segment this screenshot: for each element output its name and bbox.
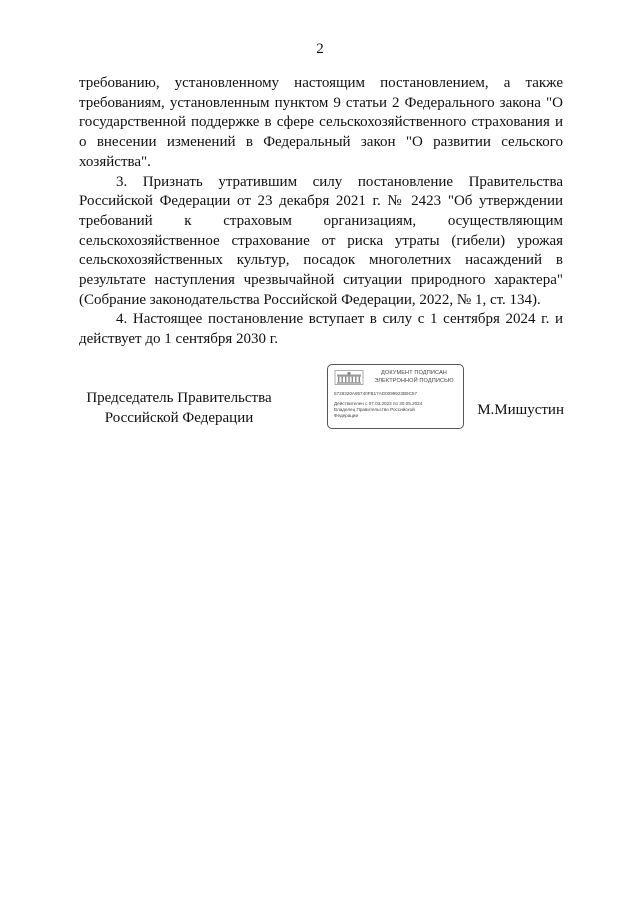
paragraph-line: 3. Признать утратившим силу постановление Правительства (116, 173, 563, 190)
document-body (79, 74, 563, 350)
paragraph-line: "О государственной поддержке в сфере сельскохозяйственного страхования (79, 94, 564, 131)
signer-name: М.Мишустин (477, 402, 564, 418)
paragraph-line: и о внесении изменений в Федеральный закон "О развитии сельского (79, 114, 563, 151)
paragraph (79, 74, 563, 173)
stamp-owner-line-1: Владелец Правительство Российской (334, 407, 415, 412)
stamp-title-line-2: ЭЛЕКТРОННОЙ ПОДПИСЬЮ (374, 377, 454, 384)
stamp-certificate-number: 5728320A95740FB17AD0099923B9C57 (334, 391, 418, 396)
stamp-title (366, 370, 462, 385)
paragraph-line: сельскохозяйственных культур, посадок многолетних насаждений (79, 252, 543, 269)
paragraph-line: в результате наступления чрезвычайной ситуации природного характера" (79, 252, 563, 289)
government-building-icon (334, 370, 364, 385)
signer-title-line-2: Российской Федерации (104, 409, 254, 426)
stamp-title-line-1: ДОКУМЕНТ ПОДПИСАН (381, 370, 447, 376)
stamp-validity: Действителен с 07.03.2023 по 30.05.2024 (334, 401, 423, 406)
electronic-signature-stamp (327, 364, 464, 429)
page-number: 2 (316, 41, 324, 57)
paragraph-line: Российской Федерации от 23 декабря 2021 г. № 2423 "Об утверждении (79, 193, 563, 210)
signer-title-line-1: Председатель Правительства (86, 390, 272, 406)
paragraph-line: требований к страховым организациям, осуществляющим (79, 212, 563, 229)
paragraph (79, 173, 563, 311)
paragraph-line: требованию, установленному настоящим постановлением, а также (79, 75, 563, 91)
paragraph-line: требованиям, установленным пунктом 9 статьи 2 Федерального закона (79, 94, 541, 111)
paragraph-line: хозяйства". (79, 153, 151, 170)
paragraph-line: сельскохозяйственное страхование от риска утраты (гибели) урожая (79, 232, 563, 249)
signer-title (79, 389, 279, 428)
paragraph-line: и действует до 1 сентября 2030 г. (79, 311, 563, 348)
paragraph-line: (Собрание законодательства Российской Федерации, 2022, № 1, ст. 134). (79, 291, 541, 308)
paragraph (79, 310, 563, 349)
paragraph-line: 4. Настоящее постановление вступает в силу с 1 сентября 2024 г. (116, 311, 550, 328)
stamp-owner-line-2: Федерации (334, 413, 359, 418)
